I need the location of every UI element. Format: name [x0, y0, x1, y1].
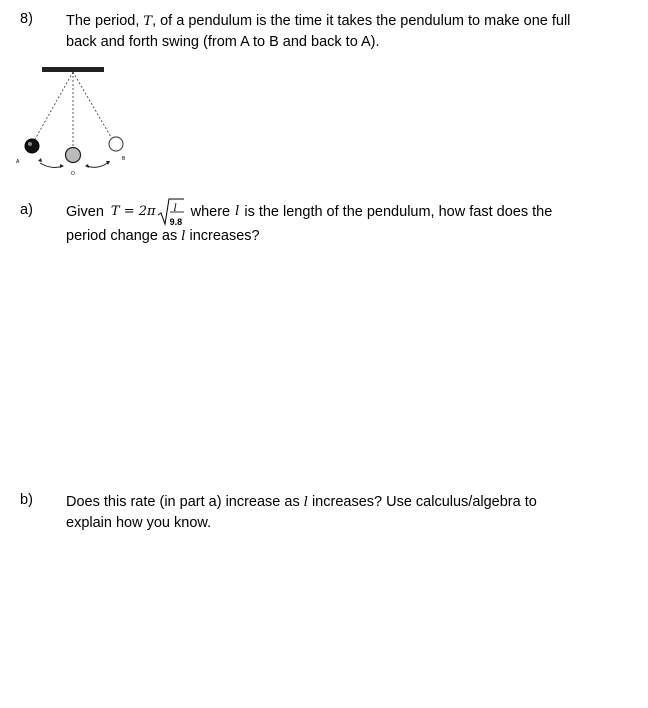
- question-8-text: [66, 11, 626, 52]
- label-b: B: [122, 156, 126, 162]
- swing-arrow-left: [40, 163, 63, 167]
- part-b-text: [66, 492, 626, 533]
- pendulum-support-bar: [42, 67, 104, 72]
- label-o: O: [71, 171, 75, 177]
- part-a-label: a): [20, 202, 33, 218]
- variable-l: l: [235, 204, 240, 219]
- pendulum-string-left: [34, 72, 73, 141]
- part-a-line-2: period change as l increases?: [66, 228, 260, 244]
- question-8-line-2: back and forth swing (from A to B and back to A).: [66, 34, 380, 50]
- swing-arrow-right: [87, 162, 109, 167]
- formula-denominator: 9.8: [169, 217, 183, 227]
- pendulum-bob-a: [25, 139, 39, 153]
- part-b-label: b): [20, 492, 33, 508]
- question-8-line-1: The period, T, of a pendulum is the time it takes the pendulum to make one full: [66, 13, 571, 29]
- formula-lhs: T = 2π: [110, 204, 156, 219]
- part-b-line-2: explain how you know.: [66, 515, 212, 531]
- part-b-line-1: Does this rate (in part a) increase as l increases? Use calculus/algebra to: [66, 494, 537, 510]
- variable-l: l: [303, 495, 308, 510]
- pendulum-bob-o: [66, 148, 81, 163]
- part-a-line-1: Given T = 2π l 9.8 where l is the length of the pendulum, how fast does the: [66, 199, 626, 225]
- variable-l: l: [181, 229, 186, 244]
- pendulum-bob-b: [109, 137, 123, 151]
- pendulum-string-right: [73, 72, 111, 137]
- formula-numerator: l: [173, 203, 177, 214]
- label-a: A: [16, 159, 20, 165]
- variable-T: T: [143, 14, 153, 29]
- period-formula-radical: [157, 198, 185, 226]
- question-8-number: 8): [20, 11, 33, 27]
- part-a-text: [66, 199, 626, 247]
- pendulum-diagram: [10, 60, 140, 180]
